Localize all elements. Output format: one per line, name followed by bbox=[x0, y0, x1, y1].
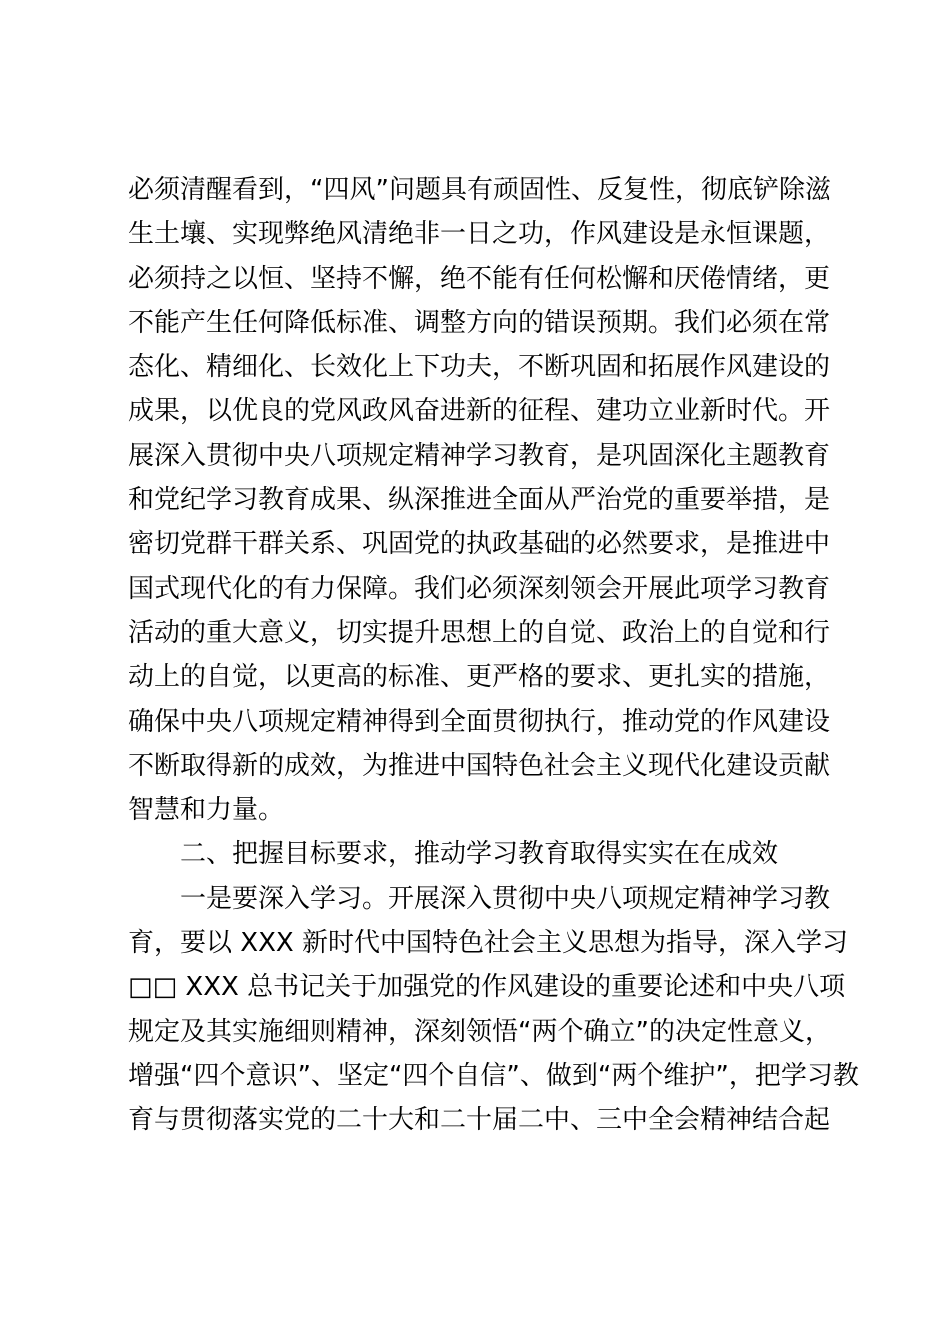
text-line: 动上的自觉，以更高的标准、更严格的要求、更扎实的措施， bbox=[128, 662, 831, 693]
text-line: 展深入贯彻中央八项规定精神学习教育，是巩固深化主题教育 bbox=[128, 440, 831, 471]
text-line: 生土壤、实现弊绝风清绝非一日之功，作风建设是永恒课题， bbox=[128, 219, 831, 250]
text-line: 密切党群干群关系、巩固党的执政基础的必然要求，是推进中 bbox=[128, 529, 831, 560]
text-line: 活动的重大意义，切实提升思想上的自觉、政治上的自觉和行 bbox=[128, 617, 831, 648]
text-line: 不能产生任何降低标准、调整方向的错误预期。我们必须在常 bbox=[128, 307, 831, 338]
text-line: 一是要深入学习。开展深入贯彻中央八项规定精神学习教 bbox=[180, 883, 831, 914]
text-line: □□ XXX 总书记关于加强党的作风建设的重要论述和中央八项 bbox=[128, 972, 846, 1003]
document-page bbox=[128, 168, 859, 1143]
text-line: 智慧和力量。 bbox=[128, 795, 285, 826]
text-line: 不断取得新的成效，为推进中国特色社会主义现代化建设贡献 bbox=[128, 750, 831, 781]
text-line: 确保中央八项规定精神得到全面贯彻执行，推动党的作风建设 bbox=[128, 706, 831, 737]
text-line: 成果，以优良的党风政风奋进新的征程、建功立业新时代。开 bbox=[128, 396, 831, 427]
text-line: 规定及其实施细则精神，深刻领悟“两个确立”的决定性意义， bbox=[128, 1016, 831, 1047]
text-line: 和党纪学习教育成果、纵深推进全面从严治党的重要举措，是 bbox=[128, 485, 831, 516]
section-heading: 二、把握目标要求，推动学习教育取得实实在在成效 bbox=[180, 839, 779, 870]
text-line: 必须清醒看到，“四风”问题具有顽固性、反复性，彻底铲除滋 bbox=[128, 175, 831, 205]
text-line: 态化、精细化、长效化上下功夫，不断巩固和拓展作风建设的 bbox=[128, 352, 831, 383]
text-line: 增强“四个意识”、坚定“四个自信”、做到“两个维护”，把学习教 bbox=[128, 1060, 859, 1091]
text-line: 育与贯彻落实党的二十大和二十届二中、三中全会精神结合起 bbox=[128, 1105, 831, 1136]
text-line: 育，要以 XXX 新时代中国特色社会主义思想为指导，深入学习 bbox=[128, 928, 848, 959]
text-line: 必须持之以恒、坚持不懈，绝不能有任何松懈和厌倦情绪，更 bbox=[128, 263, 831, 294]
text-line: 国式现代化的有力保障。我们必须深刻领会开展此项学习教育 bbox=[128, 573, 831, 604]
